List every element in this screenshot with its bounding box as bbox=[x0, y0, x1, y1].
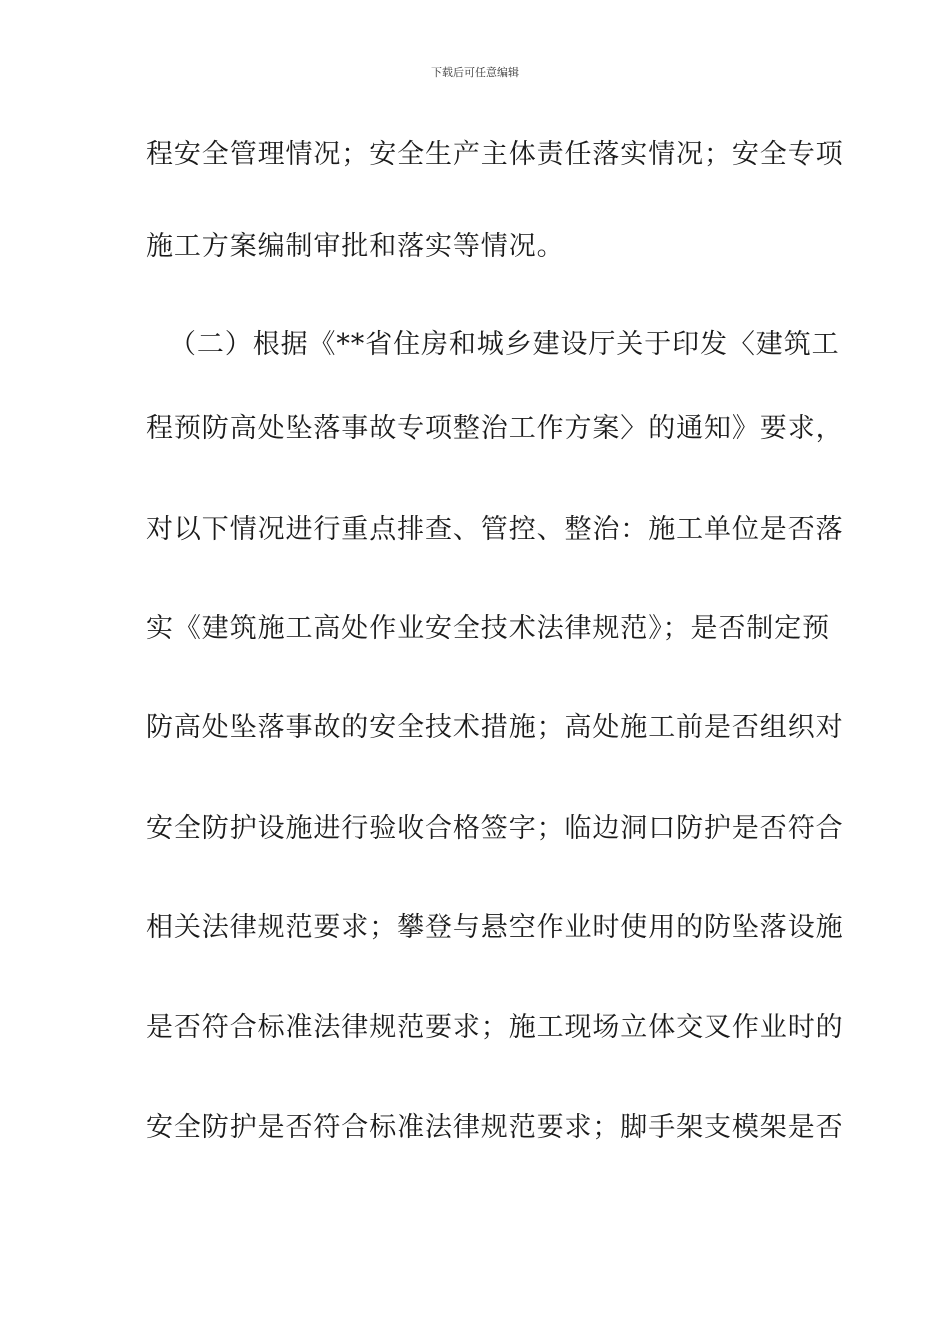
text-line: 实《建筑施工高处作业安全技术法律规范》；是否制定预 bbox=[146, 613, 830, 644]
text-line: 是否符合标准法律规范要求；施工现场立体交叉作业时的 bbox=[146, 1012, 844, 1043]
text-line: 程安全管理情况；安全生产主体责任落实情况；安全专项 bbox=[146, 139, 844, 170]
text-line: 防高处坠落事故的安全技术措施；高处施工前是否组织对 bbox=[146, 712, 844, 743]
text-line: 安全防护是否符合标准法律规范要求；脚手架支模架是否 bbox=[146, 1112, 844, 1143]
text-line: 对以下情况进行重点排查、管控、整治：施工单位是否落 bbox=[146, 514, 844, 545]
text-line: 施工方案编制审批和落实等情况。 bbox=[146, 231, 565, 262]
paragraph-start-line: （二）根据《**省住房和城乡建设厅关于印发〈建筑工 bbox=[169, 329, 840, 360]
page-header: 下载后可任意编辑 bbox=[431, 66, 519, 79]
text-line: 相关法律规范要求；攀登与悬空作业时使用的防坠落设施 bbox=[146, 912, 844, 943]
text-line: 安全防护设施进行验收合格签字；临边洞口防护是否符合 bbox=[146, 813, 844, 844]
text-line: 程预防高处坠落事故专项整治工作方案〉的通知》要求， bbox=[146, 413, 844, 444]
